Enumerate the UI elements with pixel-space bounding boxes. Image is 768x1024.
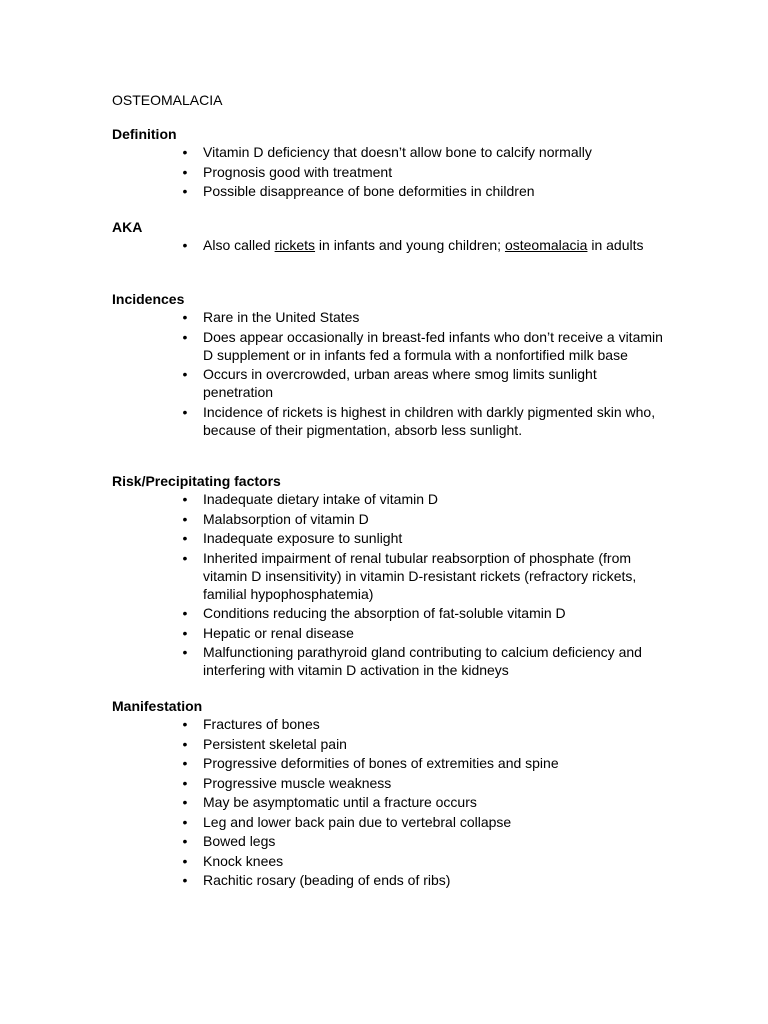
list-item: • May be asymptomatic until a fracture occurs	[112, 793, 672, 811]
list-item: • Persistent skeletal pain	[112, 735, 672, 753]
section-heading-incidences: Incidences	[112, 291, 185, 307]
section-aka	[112, 218, 672, 256]
bullet-icon: •	[182, 510, 188, 527]
list-item: • Rare in the United States	[112, 308, 672, 326]
bullet-icon: •	[182, 491, 188, 507]
bullet-icon: •	[182, 549, 188, 566]
definition-list	[112, 143, 672, 200]
list-item: • Malabsorption of vitamin D	[112, 510, 672, 528]
bullet-icon: •	[182, 309, 188, 325]
list-item: • Inadequate dietary intake of vitamin D	[112, 490, 672, 508]
term-rickets: rickets	[274, 237, 316, 253]
list-item: • Progressive muscle weakness	[112, 774, 672, 792]
list-item: • Incidence of rickets is highest in children with darkly pigmented skin who, because of their pigmentation, absorb less sunlight.	[112, 403, 672, 439]
bullet-icon: •	[182, 624, 188, 641]
list-item: • Conditions reducing the absorption of fat-soluble vitamin D	[112, 604, 672, 622]
bullet-icon: •	[182, 605, 188, 621]
list-item: • Hepatic or renal disease	[112, 624, 672, 642]
bullet-icon: •	[182, 530, 188, 546]
bullet-icon: •	[182, 813, 188, 830]
list-item: • Knock knees	[112, 852, 672, 870]
manifestation-list	[112, 715, 672, 889]
bullet-icon: •	[182, 833, 188, 849]
risk-factors-list	[112, 490, 672, 679]
list-item: • Occurs in overcrowded, urban areas where smog limits sunlight penetration	[112, 365, 672, 401]
section-risk-factors	[112, 472, 672, 681]
section-heading-aka: AKA	[112, 219, 143, 235]
list-item: • Also called rickets in infants and young children; osteomalacia in adults	[112, 236, 672, 254]
section-incidences	[112, 290, 672, 440]
bullet-icon: •	[182, 328, 188, 345]
list-item: • Malfunctioning parathyroid gland contributing to calcium deficiency and interfering with vitamin D activation in the kidneys	[112, 643, 672, 679]
bullet-icon: •	[182, 644, 188, 660]
bullet-icon: •	[182, 183, 188, 199]
list-item: • Vitamin D deficiency that doesn’t allow bone to calcify normally	[112, 143, 672, 161]
section-heading-manifestation: Manifestation	[112, 698, 203, 714]
incidences-list	[112, 308, 672, 439]
bullet-icon: •	[182, 237, 188, 253]
bullet-icon: •	[182, 735, 188, 752]
list-item: • Progressive deformities of bones of extremities and spine	[112, 754, 672, 772]
list-item: • Bowed legs	[112, 832, 672, 850]
bullet-icon: •	[182, 366, 188, 382]
list-item: • Rachitic rosary (beading of ends of ribs)	[112, 871, 672, 889]
bullet-icon: •	[182, 852, 188, 869]
bullet-icon: •	[182, 403, 188, 420]
aka-list	[112, 236, 672, 254]
bullet-icon: •	[182, 716, 188, 732]
list-item: • Inadequate exposure to sunlight	[112, 529, 672, 547]
bullet-icon: •	[182, 755, 188, 771]
list-item: • Leg and lower back pain due to vertebral collapse	[112, 813, 672, 831]
term-osteomalacia: osteomalacia	[504, 237, 588, 253]
section-manifestation	[112, 697, 672, 891]
section-definition	[112, 125, 672, 202]
list-item: • Possible disappreance of bone deformities in children	[112, 182, 672, 200]
bullet-icon: •	[182, 872, 188, 888]
bullet-icon: •	[182, 774, 188, 791]
list-item: • Inherited impairment of renal tubular reabsorption of phosphate (from vitamin D insensitivity) in vitamin D-resistant rickets (refractory rickets, familial hypophosphatemia)	[112, 549, 672, 603]
list-item: • Fractures of bones	[112, 715, 672, 733]
list-item: • Prognosis good with treatment	[112, 163, 672, 181]
bullet-icon: •	[182, 794, 188, 810]
section-heading-definition: Definition	[112, 126, 177, 142]
document-title: OSTEOMALACIA	[112, 92, 223, 108]
section-heading-risk-factors: Risk/Precipitating factors	[112, 473, 281, 489]
list-item: • Does appear occasionally in breast-fed infants who don’t receive a vitamin D supplement or in infants fed a formula with a nonfortified milk base	[112, 328, 672, 364]
bullet-icon: •	[182, 144, 188, 160]
bullet-icon: •	[182, 163, 188, 180]
